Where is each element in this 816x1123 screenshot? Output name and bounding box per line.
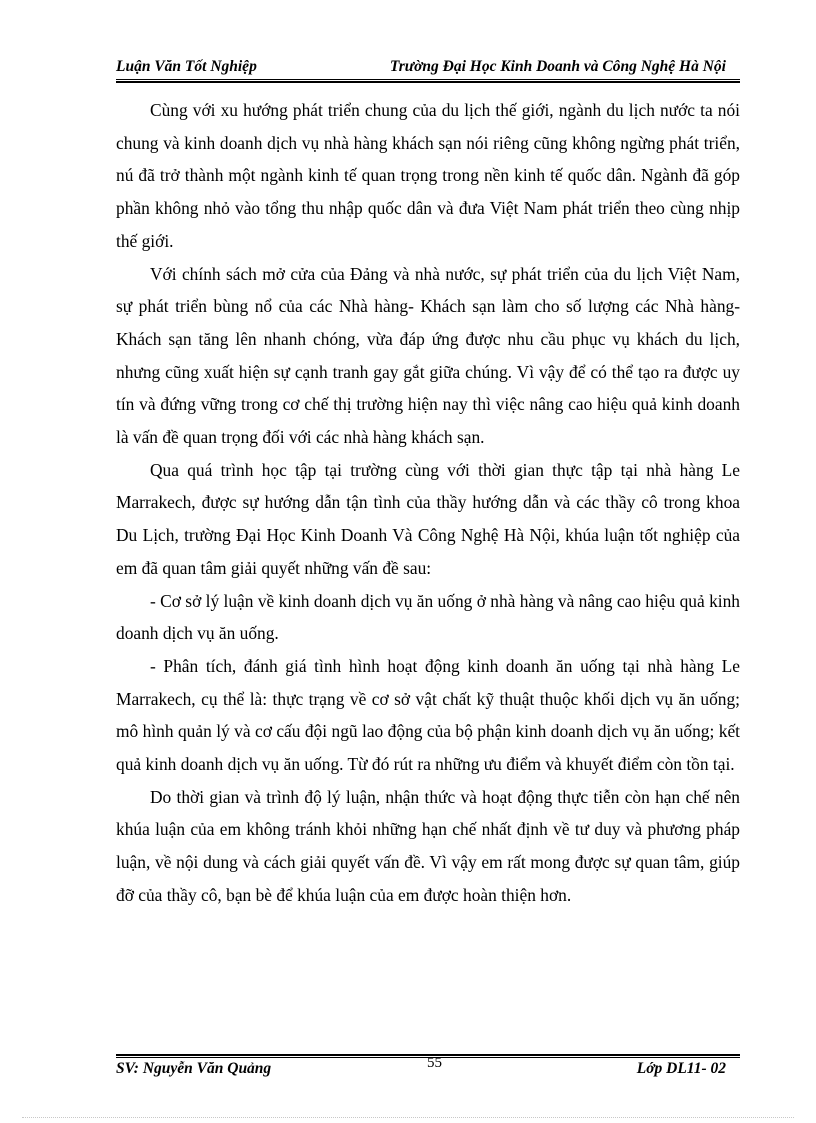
paragraph-2: Với chính sách mở cửa của Đảng và nhà nước, sự phát triển của du lịch Việt Nam, sự phát triển bùng nổ của các Nhà hàng- Khách sạn làm cho số lượng các Nhà hàng- Khách sạn tăng lên nhanh chóng, vừa đáp ứng được nhu cầu phục vụ khách du lịch, nhưng cũng xuất hiện sự cạnh tranh gay gắt giữa chúng. Vì vậy để có thể tạo ra được uy tín và đứng vững trong cơ chế thị trường hiện nay thì việc nâng cao hiệu quả kinh doanh là vấn đề quan trọng đối với các nhà hàng khách sạn. <box>116 263 740 448</box>
header-university-name: Trường Đại Học Kinh Doanh và Công Nghệ Hà Nội <box>389 58 726 75</box>
header-divider-thin <box>116 79 740 80</box>
bullet-item-2: - Phân tích, đánh giá tình hình hoạt động kinh doanh ăn uống tại nhà hàng Le Marrakech, cụ thể là: thực trạng về cơ sở vật chất kỹ thuật thuộc khối dịch vụ ăn uống; mô hình quản lý và cơ cấu đội ngũ lao động của bộ phận kinh doanh dịch vụ ăn uống; kết quả kinh doanh dịch vụ ăn uống. Từ đó rút ra những ưu điểm và khuyết điểm còn tồn tại. <box>116 655 740 775</box>
footer-class-code: Lớp DL11- 02 <box>636 1060 726 1077</box>
paragraph-3: Qua quá trình học tập tại trường cùng với thời gian thực tập tại nhà hàng Le Marrakech, được sự hướng dẫn tận tình của thầy hướng dẫn và các thầy cô trong khoa Du Lịch, trường Đại Học Kinh Doanh Và Công Nghệ Hà Nội, khúa luận tốt nghiệp của em đã quan tâm giải quyết những vấn đề sau: <box>116 459 740 578</box>
paragraph-closing: Do thời gian và trình độ lý luận, nhận thức và hoạt động thực tiễn còn hạn chế nên khúa luận của em không tránh khỏi những hạn chế nhất định về tư duy và phương pháp luận, về nội dung và cách giải quyết vấn đề. Vì vậy em rất mong được sự quan tâm, giúp đỡ của thầy cô, bạn bè để khúa luận của em được hoàn thiện hơn. <box>116 786 740 905</box>
page-footer <box>116 1055 740 1080</box>
page-body <box>116 94 740 912</box>
bullet-item-1: - Cơ sở lý luận về kinh doanh dịch vụ ăn uống ở nhà hàng và nâng cao hiệu quả kinh doanh dịch vụ ăn uống. <box>116 590 740 644</box>
page-header <box>116 58 740 78</box>
footer-student-name: SV: Nguyễn Văn Quảng <box>116 1060 272 1077</box>
page-number: 55 <box>427 1055 442 1071</box>
page-bottom-border <box>22 1117 794 1118</box>
paragraph-1: Cùng với xu hướng phát triển chung của du lịch thế giới, ngành du lịch nước ta nói chung và kinh doanh dịch vụ nhà hàng khách sạn nói riêng cũng không ngừng phát triển, nú đã trở thành một ngành kinh tế quan trọng trong nền kinh tế quốc dân. Ngành đã góp phần không nhỏ vào tổng thu nhập quốc dân và đưa Việt Nam phát triển theo cùng nhịp thế giới. <box>116 100 740 251</box>
header-divider-thick <box>116 81 740 83</box>
header-thesis-label: Luận Văn Tốt Nghiệp <box>116 58 257 75</box>
